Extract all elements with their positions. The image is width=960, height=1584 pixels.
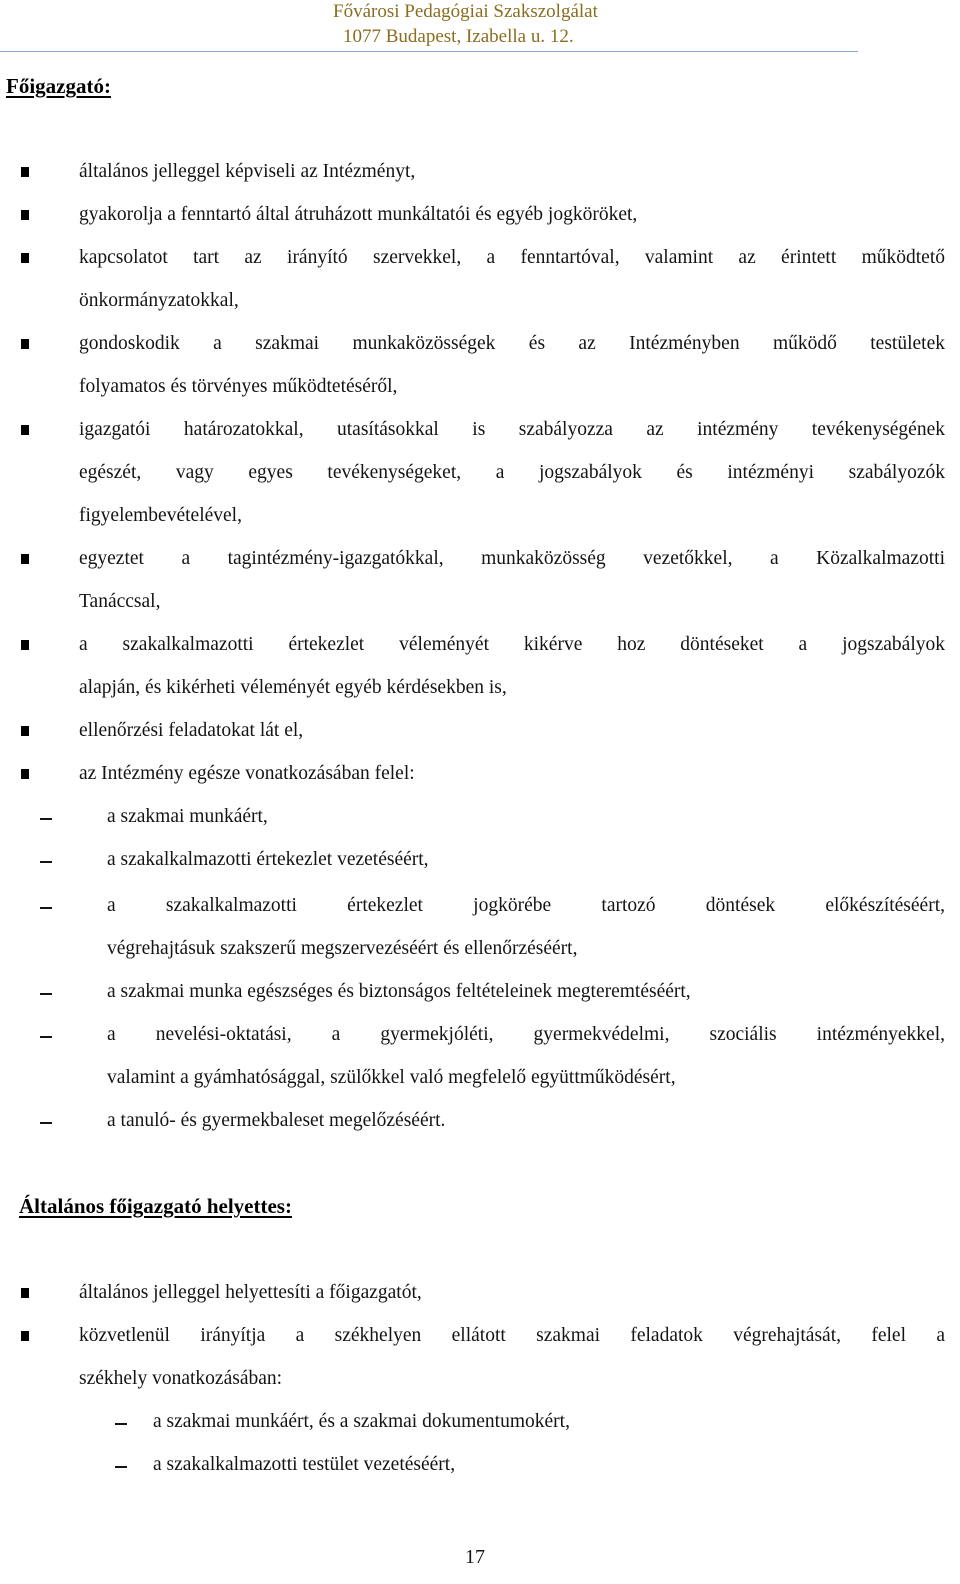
bullet-marker <box>21 554 29 564</box>
header-address: 1077 Budapest, Izabella u. 12. <box>343 26 574 47</box>
list-item: gyakorolja a fenntartó által átruházott munkáltatói és egyéb jogköröket, <box>79 204 638 225</box>
sub-list-item: a szakalkalmazotti értekezlet jogkörébe tartozó döntések előkészítéséért, <box>107 895 945 916</box>
sub-list-item: a nevelési-oktatási, a gyermekjóléti, gyermekvédelmi, szociális intézményekkel, <box>107 1024 945 1045</box>
list-item: közvetlenül irányítja a székhelyen ellátott szakmai feladatok végrehajtását, felel a <box>79 1325 945 1346</box>
list-item-continuation: önkormányzatokkal, <box>79 290 239 311</box>
bullet-marker <box>21 1331 29 1341</box>
list-item-continuation: figyelembevételével, <box>79 505 242 526</box>
dash-marker <box>40 907 52 909</box>
dash-marker <box>40 993 52 995</box>
dash-marker <box>40 818 52 820</box>
list-item: ellenőrzési feladatokat lát el, <box>79 720 304 741</box>
bullet-marker <box>21 210 29 220</box>
bullet-marker <box>21 1288 29 1298</box>
list-item: kapcsolatot tart az irányító szervekkel, a fenntartóval, valamint az érintett működtető <box>79 247 945 268</box>
header-organization: Fővárosi Pedagógiai Szakszolgálat <box>333 1 598 22</box>
list-item-continuation: folyamatos és törvényes működtetéséről, <box>79 376 398 397</box>
bullet-marker <box>21 425 29 435</box>
bullet-marker <box>21 253 29 263</box>
list-item: általános jelleggel képviseli az Intézményt, <box>79 161 416 182</box>
sub-list-item: a tanuló- és gyermekbaleset megelőzéséért. <box>107 1110 446 1131</box>
list-item-continuation: egészét, vagy egyes tevékenységeket, a jogszabályok és intézményi szabályozók <box>79 462 945 483</box>
sub-list-item-continuation: valamint a gyámhatósággal, szülőkkel való megfelelő együttműködésért, <box>107 1067 676 1088</box>
dash-marker <box>40 1036 52 1038</box>
sub-list-item-continuation: végrehajtásuk szakszerű megszervezéséért és ellenőrzéséért, <box>107 938 578 959</box>
sub-list-item: a szakalkalmazotti testület vezetéséért, <box>153 1454 456 1475</box>
dash-marker <box>115 1466 127 1468</box>
bullet-marker <box>21 726 29 736</box>
list-item: egyeztet a tagintézmény-igazgatókkal, munkaközösség vezetőkkel, a Közalkalmazotti <box>79 548 945 569</box>
sub-list-item: a szakalkalmazotti értekezlet vezetéséért, <box>107 849 429 870</box>
page-number: 17 <box>465 1546 485 1568</box>
bullet-marker <box>21 167 29 177</box>
section-title-foigazgato: Főigazgató: <box>6 74 111 98</box>
sub-list-item: a szakmai munkáért, és a szakmai dokumentumokért, <box>153 1411 570 1432</box>
list-item: általános jelleggel helyettesíti a főigazgatót, <box>79 1282 422 1303</box>
list-item-continuation: székhely vonatkozásában: <box>79 1368 283 1389</box>
list-item: gondoskodik a szakmai munkaközösségek és az Intézményben működő testületek <box>79 333 945 354</box>
bullet-marker <box>21 640 29 650</box>
bullet-marker <box>21 339 29 349</box>
sub-list-item: a szakmai munka egészséges és biztonságos feltételeinek megteremtéséért, <box>107 981 691 1002</box>
dash-marker <box>40 861 52 863</box>
list-item: igazgatói határozatokkal, utasításokkal is szabályozza az intézmény tevékenységének <box>79 419 945 440</box>
page-header <box>0 0 960 58</box>
dash-marker <box>115 1423 127 1425</box>
bullet-marker <box>21 769 29 779</box>
dash-marker <box>40 1122 52 1124</box>
list-item-continuation: Tanáccsal, <box>79 591 161 612</box>
list-item: az Intézmény egésze vonatkozásában felel: <box>79 763 415 784</box>
sub-list-item: a szakmai munkáért, <box>107 806 268 827</box>
list-item: a szakalkalmazotti értekezlet véleményét kikérve hoz döntéseket a jogszabályok <box>79 634 945 655</box>
list-item-continuation: alapján, és kikérheti véleményét egyéb kérdésekben is, <box>79 677 507 698</box>
header-divider <box>0 51 858 52</box>
section-title-altalanos-foigazgato-helyettes: Általános főigazgató helyettes: <box>19 1194 292 1218</box>
